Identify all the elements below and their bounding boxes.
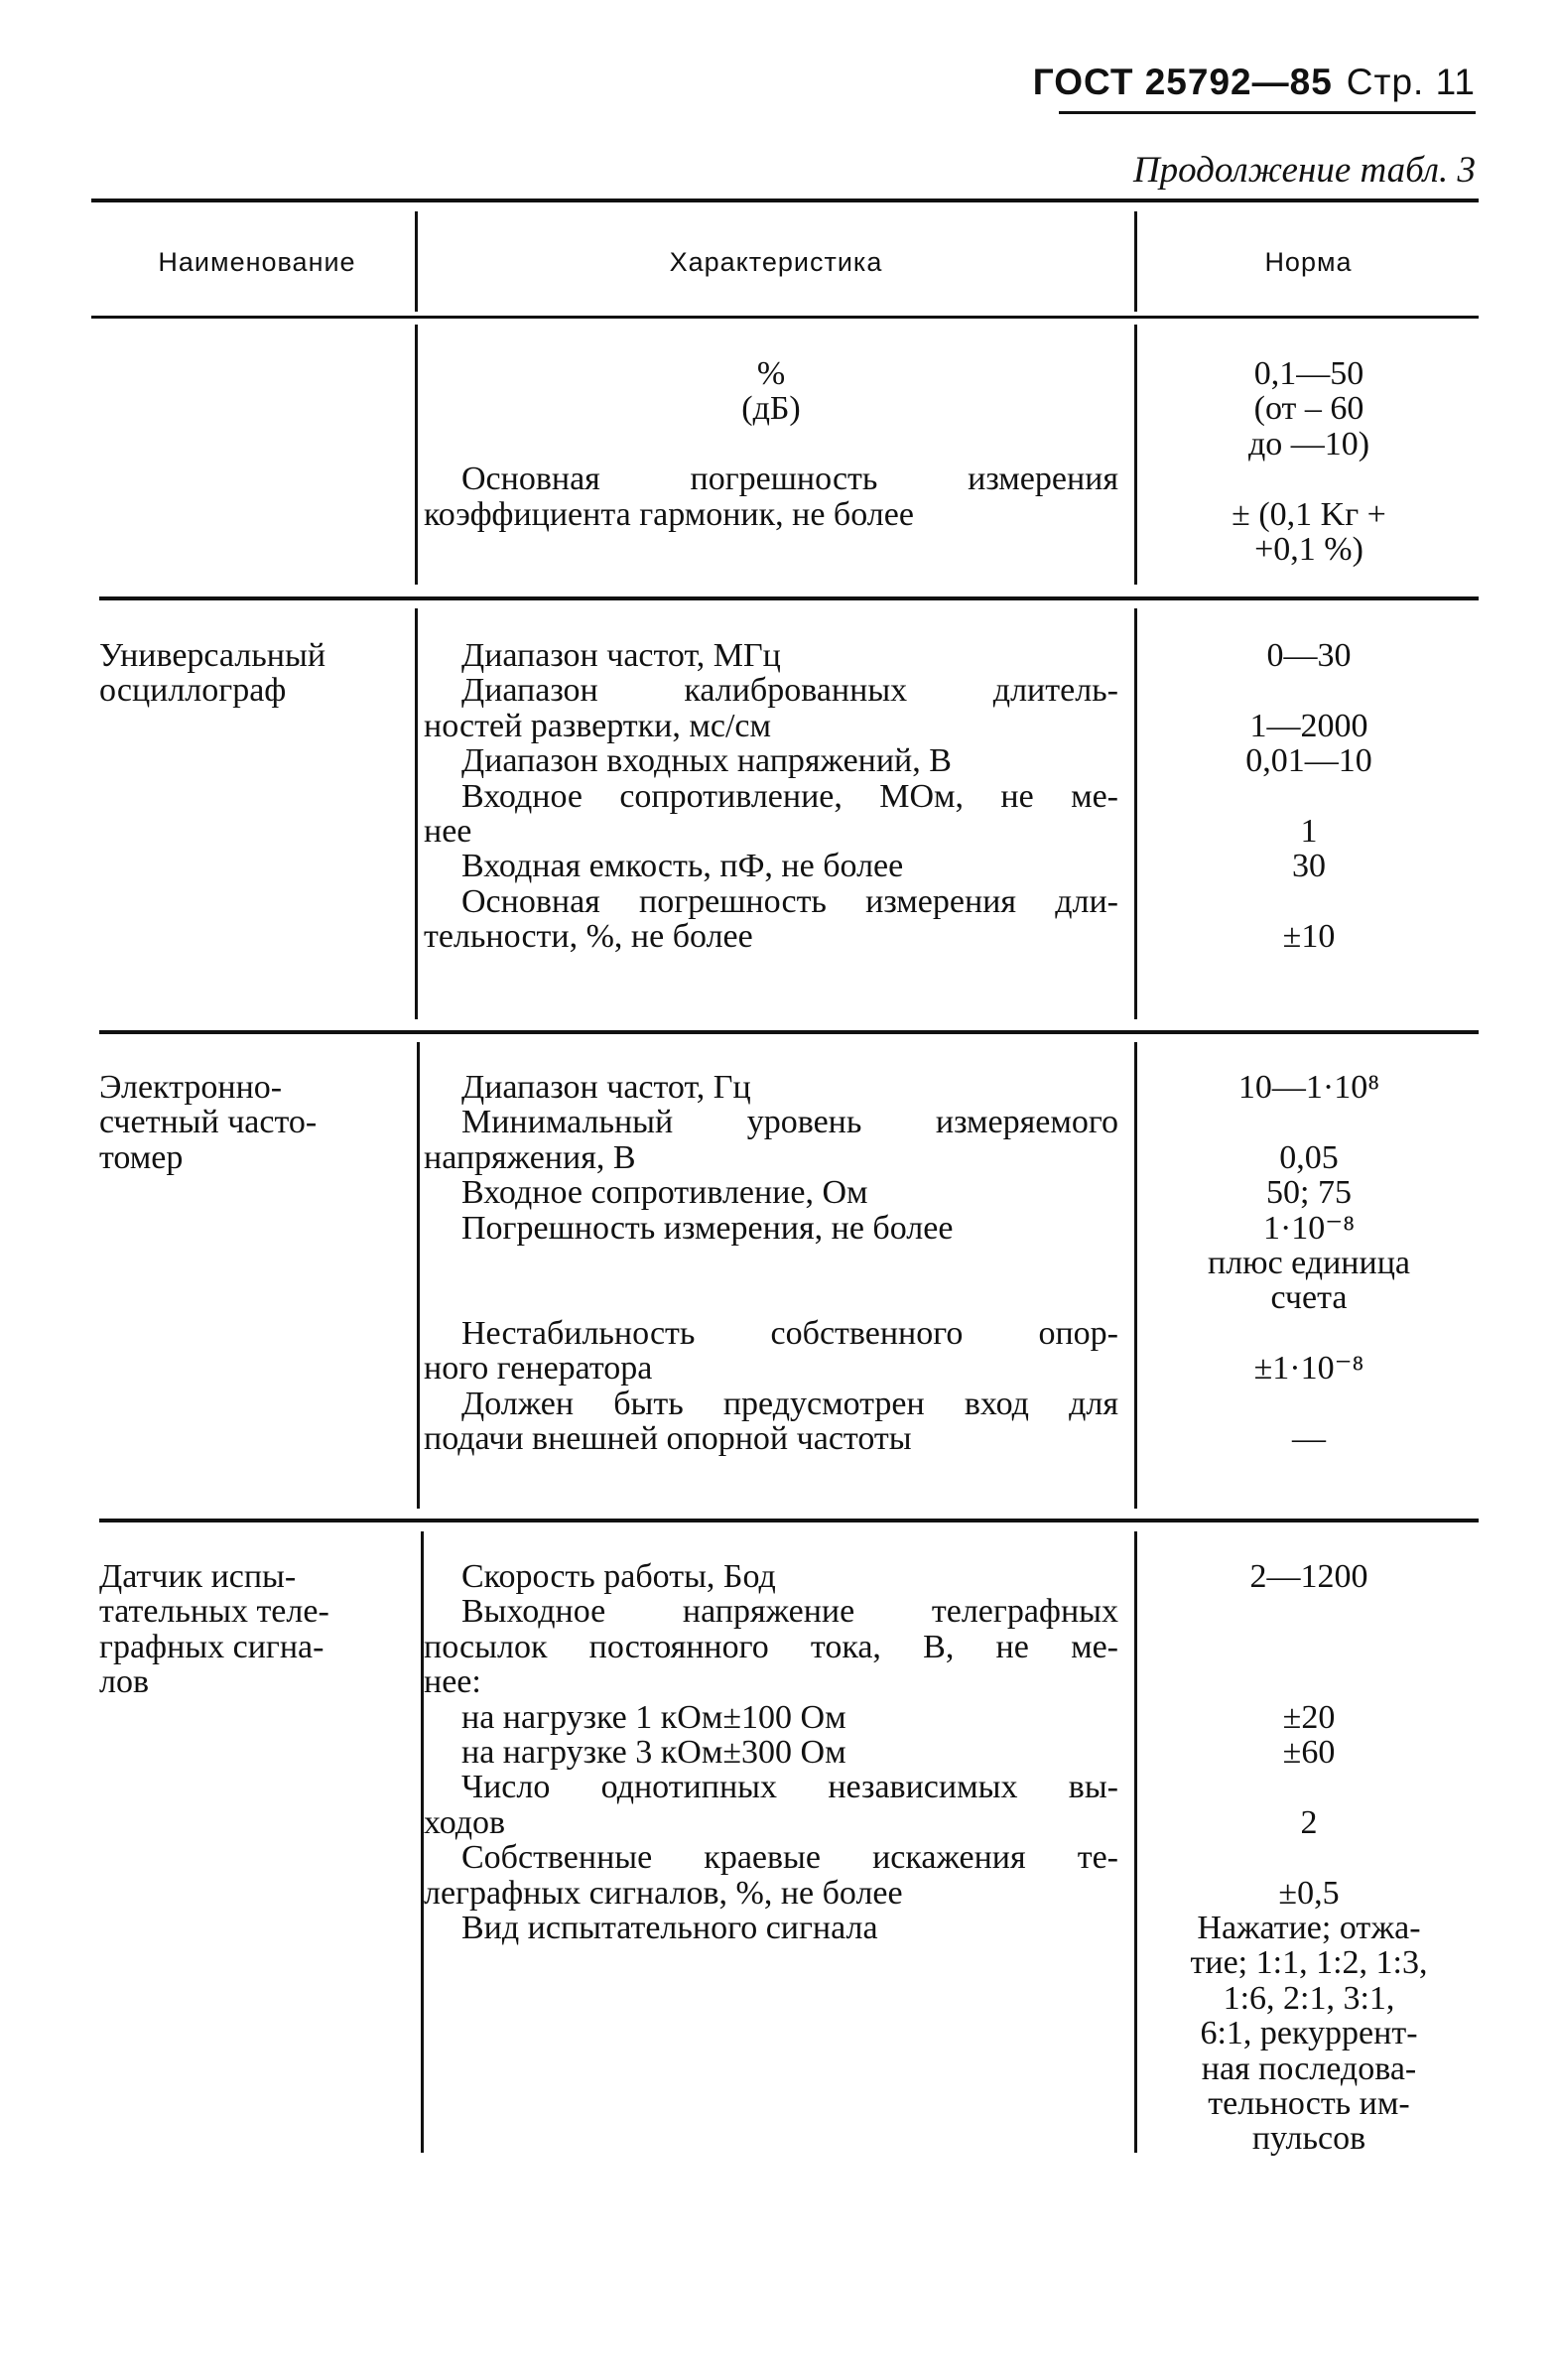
char-line (424, 427, 1118, 462)
norm-line: +0,1 %) (1254, 531, 1363, 569)
char-line: Должен быть предусмотрен вход для (461, 1385, 1118, 1422)
norm-line (1141, 1770, 1477, 1804)
column-rule (417, 1042, 420, 1509)
norm-line: ±60 (1282, 1733, 1336, 1771)
char-line: Скорость работы, Бод (461, 1558, 776, 1595)
row-4-norm (1141, 1559, 1477, 2157)
column-rule (1134, 325, 1137, 585)
name-line: томер (99, 1138, 184, 1176)
name-line: осциллограф (99, 672, 287, 710)
norm-line (1141, 779, 1477, 814)
row-3-norm (1141, 1070, 1477, 1456)
char-line: ходов (424, 1803, 506, 1841)
row-4-characteristic (424, 1559, 1118, 1945)
char-line: леграфных сигналов, %, не более (424, 1874, 903, 1912)
row-1-characteristic (424, 356, 1118, 532)
norm-line: 0,1—50 (1253, 355, 1364, 392)
norm-line: 1—2000 (1249, 707, 1368, 744)
continuation-label: Продолжение табл. 3 (1132, 150, 1476, 191)
char-line: Диапазон калиброванных длитель- (461, 672, 1118, 710)
row-separator (99, 1519, 1479, 1522)
char-line (424, 1246, 1118, 1280)
norm-line (1141, 1630, 1477, 1664)
row-3-characteristic (424, 1070, 1118, 1456)
norm-line (1141, 673, 1477, 708)
norm-line: 0,01—10 (1245, 742, 1372, 780)
char-line: Вид испытательного сигнала (461, 1910, 878, 1947)
char-line (424, 1280, 1118, 1315)
char-line: на нагрузке 1 кОм±100 Ом (461, 1698, 846, 1736)
norm-line: тие; 1:1, 1:2, 1:3, (1190, 1944, 1428, 1982)
norm-line: ±0,5 (1278, 1874, 1340, 1912)
char-line: Входное сопротивление, Ом (461, 1174, 868, 1212)
char-line: Диапазон частот, МГц (461, 637, 781, 674)
name-line: счетный часто- (99, 1104, 318, 1141)
char-line: подачи внешней опорной частоты (424, 1420, 912, 1458)
char-line: Выходное напряжение телеграфных (461, 1593, 1118, 1631)
row-2-name (99, 638, 397, 709)
norm-line: 1·10⁻⁸ (1262, 1209, 1356, 1247)
column-rule (1134, 608, 1137, 1019)
norm-line (1141, 1664, 1477, 1699)
row-2-norm (1141, 638, 1477, 955)
norm-line: — (1292, 1420, 1326, 1458)
column-rule (415, 325, 418, 585)
header-bottom-rule (91, 316, 1479, 319)
char-line: (дБ) (741, 390, 801, 428)
norm-line: 1 (1300, 813, 1318, 850)
char-line: коэффициента гармоник, не более (424, 495, 914, 533)
char-line: Основная погрешность измерения дли- (461, 882, 1118, 920)
norm-line (1141, 1316, 1477, 1351)
column-rule (1134, 211, 1137, 312)
char-line: на нагрузке 3 кОм±300 Ом (461, 1734, 846, 1772)
name-line: тательных теле- (99, 1593, 329, 1631)
name-line: графных сигна- (99, 1628, 324, 1665)
char-line: Число однотипных независимых вы- (461, 1769, 1118, 1806)
column-rule (1134, 1531, 1137, 2153)
column-rule (1134, 1042, 1137, 1509)
norm-line (1141, 1840, 1477, 1875)
norm-line: Нажатие; отжа- (1197, 1909, 1421, 1946)
char-line: ного генератора (424, 1350, 653, 1388)
norm-line: ±10 (1282, 918, 1336, 956)
char-line: Входное сопротивление, МОм, не ме- (461, 777, 1118, 815)
norm-line: (от – 60 (1253, 390, 1364, 428)
column-header-characteristic: Характеристика (669, 247, 883, 277)
char-line: Диапазон входных напряжений, В (461, 742, 952, 780)
row-1-norm (1141, 356, 1477, 567)
norm-line (1141, 1105, 1477, 1139)
row-4-name (99, 1559, 397, 1700)
name-line: Универсальный (99, 637, 326, 674)
norm-line: счета (1270, 1279, 1348, 1317)
name-line: Датчик испы- (99, 1558, 297, 1595)
norm-line: 30 (1292, 848, 1326, 885)
norm-line: 50; 75 (1266, 1174, 1352, 1212)
table-top-rule (91, 198, 1479, 202)
norm-line: тельность им- (1208, 2085, 1410, 2123)
page-number: Стр. 11 (1346, 62, 1476, 102)
norm-line: 6:1, рекуррент- (1200, 2015, 1418, 2052)
char-line: Диапазон частот, Гц (461, 1069, 751, 1106)
row-separator (99, 596, 1479, 600)
char-line: нее (424, 813, 472, 851)
norm-line: ± (0,1 Kг + (1232, 495, 1386, 533)
norm-line: 0,05 (1279, 1138, 1339, 1176)
norm-line (1141, 1594, 1477, 1629)
norm-line: плюс единица (1208, 1245, 1410, 1282)
char-line: Нестабильность собственного опор- (461, 1314, 1118, 1352)
norm-line: ±20 (1282, 1698, 1336, 1736)
norm-line (1141, 1387, 1477, 1421)
char-line: ностей развертки, мс/см (424, 707, 772, 744)
norm-line: 2—1200 (1249, 1558, 1368, 1595)
norm-line: 1:6, 2:1, 3:1, (1223, 1979, 1395, 2017)
norm-line (1141, 884, 1477, 919)
norm-line: 2 (1300, 1803, 1318, 1841)
norm-line: 10—1·10⁸ (1237, 1069, 1380, 1106)
norm-line (1141, 462, 1477, 496)
column-header-norm: Норма (1264, 247, 1353, 277)
gost-number: ГОСТ 25792—85 (1032, 62, 1333, 102)
column-rule (415, 211, 418, 312)
column-rule (415, 608, 418, 1019)
norm-line: пульсов (1251, 2120, 1366, 2158)
column-header-name: Наименование (158, 247, 356, 277)
char-line: Основная погрешность измерения (461, 461, 1118, 498)
norm-line: ная последова- (1201, 2049, 1417, 2087)
name-line: лов (99, 1663, 150, 1701)
char-line: тельности, %, не более (424, 918, 753, 956)
row-separator (99, 1030, 1479, 1034)
norm-line: ±1·10⁻⁸ (1253, 1350, 1364, 1388)
name-line: Электронно- (99, 1069, 283, 1106)
char-line: Минимальный уровень измеряемого (461, 1104, 1118, 1141)
char-line: напряжения, В (424, 1138, 636, 1176)
norm-line: до —10) (1247, 425, 1370, 463)
char-line: % (756, 355, 786, 392)
char-line: Погрешность измерения, не более (461, 1209, 954, 1247)
char-line: Собственные краевые искажения те- (461, 1839, 1118, 1877)
char-line: посылок постоянного тока, В, не ме- (424, 1628, 1118, 1665)
header-rule (1059, 111, 1476, 114)
char-line: Входная емкость, пФ, не более (461, 848, 904, 885)
norm-line: 0—30 (1266, 637, 1352, 674)
char-line: нее: (424, 1663, 481, 1701)
page-header (1033, 62, 1476, 103)
row-3-name (99, 1070, 397, 1175)
row-2-characteristic (424, 638, 1118, 955)
